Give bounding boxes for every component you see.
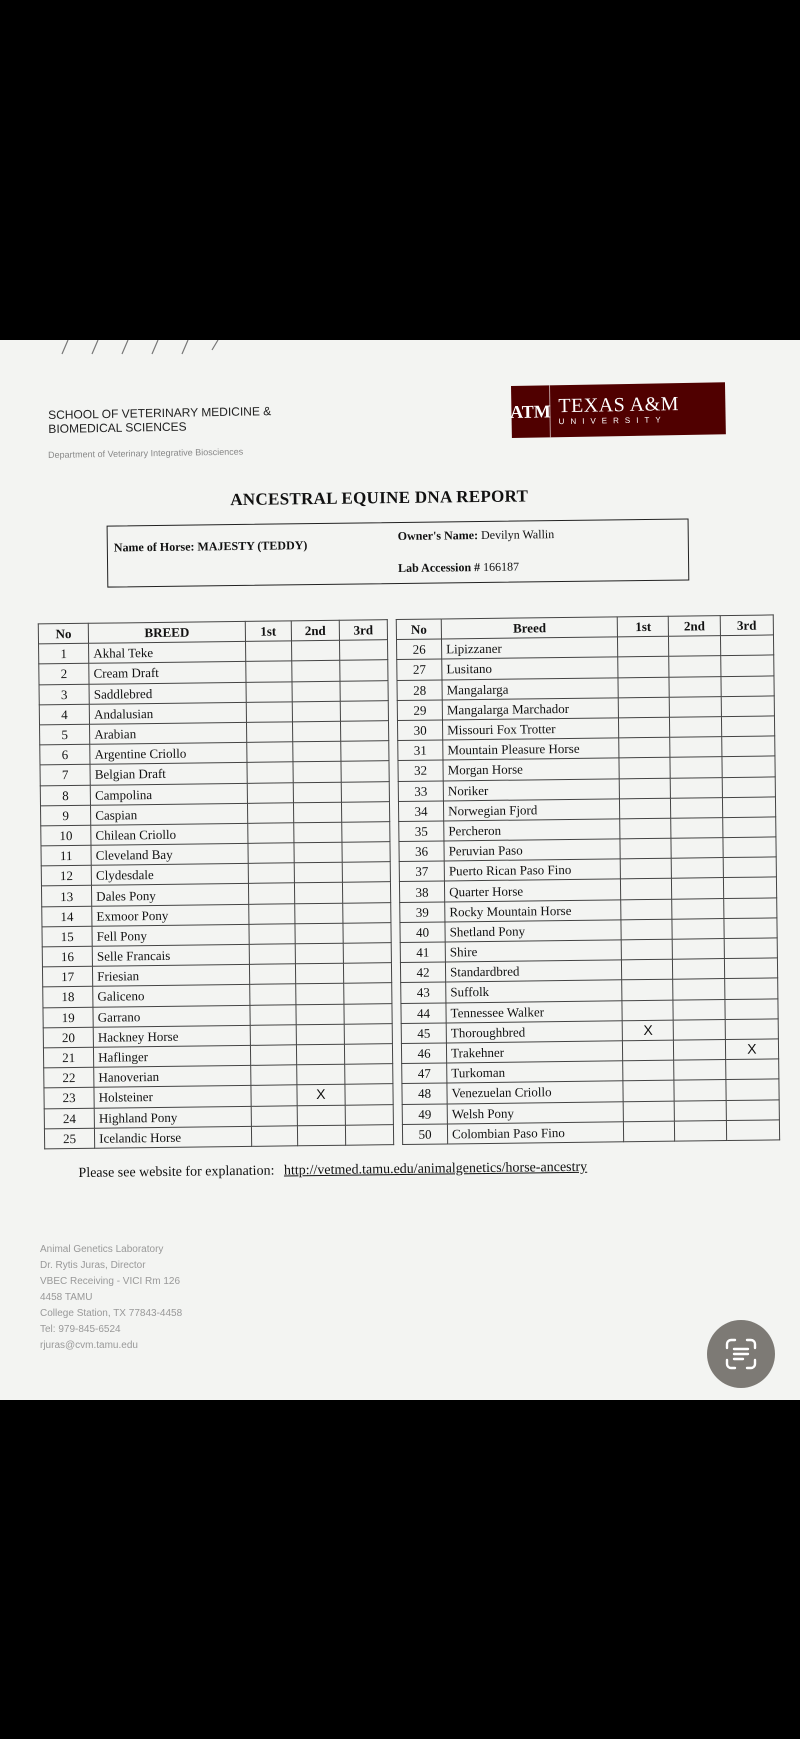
second-choice-mark xyxy=(671,777,722,798)
owner-value: Devilyn Wallin xyxy=(480,527,555,543)
third-choice-mark xyxy=(345,1084,393,1105)
second-choice-mark xyxy=(296,1004,344,1025)
breed-name: Clydesdale xyxy=(91,864,248,886)
col-header-breed: BREED xyxy=(88,621,245,643)
col-header-no: No xyxy=(396,619,441,640)
website-note-text: Please see website for explanation: xyxy=(78,1163,275,1181)
breed-number: 24 xyxy=(44,1108,94,1129)
breed-number: 38 xyxy=(399,881,444,902)
third-choice-mark xyxy=(725,1019,779,1040)
first-choice-mark xyxy=(622,959,673,980)
breed-name: Fell Pony xyxy=(92,924,249,946)
second-choice-mark xyxy=(672,918,723,939)
breed-name: Arabian xyxy=(90,722,247,744)
first-choice-mark xyxy=(247,742,293,763)
third-choice-mark xyxy=(725,1059,779,1080)
first-choice-mark xyxy=(621,899,672,920)
first-choice-mark xyxy=(620,818,671,839)
breed-table-left xyxy=(38,619,394,1149)
second-choice-mark xyxy=(291,640,339,661)
breed-name: Shire xyxy=(445,940,621,962)
col-header-1st: 1st xyxy=(617,616,668,637)
breed-number: 29 xyxy=(397,700,442,721)
breed-name: Caspian xyxy=(91,803,248,825)
breed-number: 49 xyxy=(402,1103,447,1124)
third-choice-mark xyxy=(721,696,775,717)
breed-name: Garrano xyxy=(93,1005,250,1027)
first-choice-mark xyxy=(621,919,672,940)
breed-name: Rocky Mountain Horse xyxy=(445,899,621,921)
third-choice-mark xyxy=(345,1064,393,1085)
col-header-2nd: 2nd xyxy=(669,616,720,637)
breed-number: 26 xyxy=(396,639,441,660)
third-choice-mark xyxy=(724,938,778,959)
second-choice-mark xyxy=(296,1024,344,1045)
first-choice-mark xyxy=(619,717,670,738)
first-choice-mark xyxy=(246,681,292,702)
first-choice-mark xyxy=(250,1045,296,1066)
breed-number: 30 xyxy=(397,720,442,741)
first-choice-mark xyxy=(624,1121,675,1142)
breed-number: 5 xyxy=(40,724,90,745)
table-row xyxy=(402,1120,779,1145)
breed-number: 6 xyxy=(40,744,90,765)
first-choice-mark xyxy=(249,903,295,924)
breed-number: 45 xyxy=(401,1023,446,1044)
third-choice-mark xyxy=(341,741,389,762)
breed-name: Venezuelan Criollo xyxy=(447,1081,623,1103)
third-choice-mark xyxy=(343,943,391,964)
third-choice-mark xyxy=(344,1044,392,1065)
first-choice-mark xyxy=(620,798,671,819)
address-line: VBEC Receiving - VICI Rm 126 xyxy=(40,1276,181,1287)
breed-name: Argentine Criollo xyxy=(90,743,247,765)
breed-name: Missouri Fox Trotter xyxy=(443,718,619,740)
first-choice-mark xyxy=(619,737,670,758)
horse-name-field xyxy=(114,538,308,555)
second-choice-mark xyxy=(293,782,341,803)
breed-name: Chilean Criollo xyxy=(91,823,248,845)
breed-number: 46 xyxy=(401,1043,446,1064)
first-choice-mark xyxy=(251,1125,297,1146)
first-choice-mark xyxy=(248,883,294,904)
text-scan-button[interactable] xyxy=(707,1320,775,1388)
third-choice-mark xyxy=(721,736,775,757)
third-choice-mark xyxy=(726,1099,780,1120)
breed-number: 28 xyxy=(397,680,442,701)
first-choice-mark xyxy=(248,823,294,844)
atm-mark-icon: ATM xyxy=(511,385,551,438)
breed-name: Exmoor Pony xyxy=(92,904,249,926)
third-choice-mark xyxy=(724,918,778,939)
breed-name: Mangalarga Marchador xyxy=(442,698,618,720)
third-choice-mark xyxy=(343,963,391,984)
third-choice-mark xyxy=(345,1124,393,1145)
third-choice-mark xyxy=(724,978,778,999)
second-choice-mark xyxy=(671,838,722,859)
breed-name: Thoroughbred xyxy=(446,1021,622,1043)
first-choice-mark xyxy=(619,778,670,799)
third-choice-mark xyxy=(721,716,775,737)
third-choice-mark xyxy=(343,902,391,923)
breed-number: 8 xyxy=(40,785,90,806)
second-choice-mark: X xyxy=(297,1085,345,1106)
third-choice-mark xyxy=(722,756,776,777)
breed-number: 17 xyxy=(42,966,92,987)
breed-number: 10 xyxy=(41,825,91,846)
second-choice-mark xyxy=(675,1120,726,1141)
address-line: 4458 TAMU xyxy=(40,1292,93,1303)
breed-name: Hanoverian xyxy=(94,1065,251,1087)
breed-number: 25 xyxy=(44,1128,94,1149)
third-choice-mark xyxy=(345,1104,393,1125)
breed-name: Suffolk xyxy=(446,980,622,1002)
first-choice-mark xyxy=(248,843,294,864)
school-line-1: SCHOOL OF VETERINARY MEDICINE & xyxy=(48,404,272,422)
first-choice-mark xyxy=(247,782,293,803)
breed-name: Colombian Paso Fino xyxy=(447,1121,623,1143)
breed-table-right xyxy=(396,614,780,1144)
breed-number: 32 xyxy=(398,760,443,781)
breed-number: 1 xyxy=(39,643,89,664)
third-choice-mark xyxy=(344,1003,392,1024)
breed-number: 37 xyxy=(399,861,444,882)
breed-name: Trakehner xyxy=(446,1041,622,1063)
breed-name: Highland Pony xyxy=(94,1106,251,1128)
breed-name: Holsteiner xyxy=(94,1086,251,1108)
third-choice-mark xyxy=(342,882,390,903)
ancestry-website-link[interactable]: http://vetmed.tamu.edu/animalgenetics/horse-ancestry xyxy=(283,1159,588,1179)
breed-name: Morgan Horse xyxy=(443,758,619,780)
second-choice-mark xyxy=(670,717,721,738)
second-choice-mark xyxy=(674,1019,725,1040)
third-choice-mark xyxy=(720,655,774,676)
breed-number: 42 xyxy=(400,962,445,983)
first-choice-mark xyxy=(249,944,295,965)
third-choice-mark xyxy=(341,781,389,802)
first-choice-mark xyxy=(623,1101,674,1122)
third-choice-mark xyxy=(725,998,779,1019)
breed-number: 14 xyxy=(42,906,92,927)
first-choice-mark xyxy=(250,1004,296,1025)
second-choice-mark xyxy=(294,883,342,904)
breed-number: 16 xyxy=(42,946,92,967)
owner-label: Owner's Name: xyxy=(397,528,479,544)
breed-number: 34 xyxy=(398,801,443,822)
horse-value: MAJESTY (TEDDY) xyxy=(197,538,308,554)
second-choice-mark xyxy=(671,797,722,818)
second-choice-mark xyxy=(292,681,340,702)
third-choice-mark xyxy=(340,680,388,701)
third-choice-mark xyxy=(344,983,392,1004)
first-choice-mark xyxy=(249,924,295,945)
second-choice-mark xyxy=(672,878,723,899)
breed-name: Belgian Draft xyxy=(90,763,247,785)
third-choice-mark xyxy=(342,822,390,843)
breed-number: 4 xyxy=(39,704,89,725)
second-choice-mark xyxy=(293,802,341,823)
first-choice-mark xyxy=(618,636,669,657)
first-choice-mark xyxy=(251,1105,297,1126)
breed-name: Cleveland Bay xyxy=(91,843,248,865)
first-choice-mark xyxy=(622,980,673,1001)
first-choice-mark: X xyxy=(622,1020,673,1041)
second-choice-mark xyxy=(674,1039,725,1060)
breed-name: Akhal Teke xyxy=(89,642,246,664)
first-choice-mark xyxy=(250,984,296,1005)
second-choice-mark xyxy=(669,656,720,677)
third-choice-mark xyxy=(340,660,388,681)
third-choice-mark xyxy=(722,776,776,797)
first-choice-mark xyxy=(618,657,669,678)
first-choice-mark xyxy=(249,964,295,985)
breed-number: 27 xyxy=(397,659,442,680)
first-choice-mark xyxy=(246,661,292,682)
horse-info-box xyxy=(107,518,690,587)
second-choice-mark xyxy=(296,984,344,1005)
second-choice-mark xyxy=(673,939,724,960)
third-choice-mark xyxy=(342,842,390,863)
third-choice-mark xyxy=(339,640,387,661)
breed-name: Lusitano xyxy=(442,657,618,679)
breed-name: Welsh Pony xyxy=(447,1101,623,1123)
breed-name: Puerto Rican Paso Fino xyxy=(444,859,620,881)
second-choice-mark xyxy=(670,696,721,717)
breed-number: 39 xyxy=(400,902,445,923)
second-choice-mark xyxy=(294,862,342,883)
first-choice-mark xyxy=(623,1080,674,1101)
third-choice-mark xyxy=(724,958,778,979)
report-title: ANCESTRAL EQUINE DNA REPORT xyxy=(230,486,529,510)
website-note xyxy=(78,1160,587,1182)
second-choice-mark xyxy=(674,1060,725,1081)
breed-name: Icelandic Horse xyxy=(95,1126,252,1148)
breed-number: 50 xyxy=(402,1124,447,1145)
third-choice-mark xyxy=(722,817,776,838)
breed-number: 35 xyxy=(399,821,444,842)
breed-number: 36 xyxy=(399,841,444,862)
col-header-no: No xyxy=(38,623,88,644)
breed-name: Standardbred xyxy=(446,960,622,982)
breed-number: 15 xyxy=(42,926,92,947)
third-choice-mark xyxy=(342,862,390,883)
breed-name: Mangalarga xyxy=(442,677,618,699)
breed-number: 20 xyxy=(43,1027,93,1048)
first-choice-mark xyxy=(619,758,670,779)
address-line: College Station, TX 77843-4458 xyxy=(40,1308,183,1319)
first-choice-mark xyxy=(247,803,293,824)
second-choice-mark xyxy=(297,1125,345,1146)
address-line: Tel: 979-845-6524 xyxy=(40,1324,121,1335)
lab-label: Lab Accession # xyxy=(398,560,481,576)
second-choice-mark xyxy=(295,963,343,984)
second-choice-mark xyxy=(292,701,340,722)
second-choice-mark xyxy=(295,943,343,964)
breed-name: Noriker xyxy=(443,778,619,800)
third-choice-mark xyxy=(341,761,389,782)
first-choice-mark xyxy=(251,1065,297,1086)
second-choice-mark xyxy=(297,1105,345,1126)
second-choice-mark xyxy=(294,842,342,863)
col-header-3rd: 3rd xyxy=(339,620,387,641)
breed-number: 9 xyxy=(40,805,90,826)
first-choice-mark xyxy=(623,1060,674,1081)
breed-name: Shetland Pony xyxy=(445,920,621,942)
breed-number: 41 xyxy=(400,942,445,963)
third-choice-mark xyxy=(340,700,388,721)
second-choice-mark xyxy=(293,741,341,762)
second-choice-mark xyxy=(669,676,720,697)
breed-name: Cream Draft xyxy=(89,662,246,684)
breed-name: Saddlebred xyxy=(89,682,246,704)
second-choice-mark xyxy=(672,858,723,879)
lab-accession-field xyxy=(398,560,519,576)
second-choice-mark xyxy=(674,1080,725,1101)
breed-name: Norwegian Fjord xyxy=(444,799,620,821)
lab-value: 166187 xyxy=(483,559,520,574)
first-choice-mark xyxy=(623,1040,674,1061)
address-line: Dr. Rytis Juras, Director xyxy=(40,1260,146,1271)
second-choice-mark xyxy=(672,898,723,919)
third-choice-mark: X xyxy=(725,1039,779,1060)
first-choice-mark xyxy=(621,879,672,900)
breed-name: Tennessee Walker xyxy=(446,1000,622,1022)
third-choice-mark xyxy=(720,635,774,656)
second-choice-mark xyxy=(296,1044,344,1065)
third-choice-mark xyxy=(723,857,777,878)
horse-label: Name of Horse: xyxy=(113,539,195,555)
first-choice-mark xyxy=(620,858,671,879)
first-choice-mark xyxy=(247,762,293,783)
owner-name-field xyxy=(398,527,555,544)
third-choice-mark xyxy=(340,721,388,742)
breed-number: 21 xyxy=(43,1047,93,1068)
third-choice-mark xyxy=(726,1079,780,1100)
third-choice-mark xyxy=(343,922,391,943)
second-choice-mark xyxy=(670,757,721,778)
second-choice-mark xyxy=(292,661,340,682)
third-choice-mark xyxy=(341,801,389,822)
breed-number: 40 xyxy=(400,922,445,943)
address-line: rjuras@cvm.tamu.edu xyxy=(40,1340,138,1351)
third-choice-mark xyxy=(726,1120,780,1141)
third-choice-mark xyxy=(722,797,776,818)
breed-number: 48 xyxy=(402,1083,447,1104)
breed-name: Galiceno xyxy=(93,985,250,1007)
breed-number: 18 xyxy=(43,987,93,1008)
breed-name: Andalusian xyxy=(89,702,246,724)
second-choice-mark xyxy=(294,822,342,843)
breed-number: 43 xyxy=(401,982,446,1003)
breed-number: 33 xyxy=(398,780,443,801)
breed-number: 11 xyxy=(41,845,91,866)
breed-number: 12 xyxy=(41,866,91,887)
second-choice-mark xyxy=(293,762,341,783)
first-choice-mark xyxy=(618,697,669,718)
second-choice-mark xyxy=(670,737,721,758)
department-name: Department of Veterinary Integrative Biosciences xyxy=(48,446,244,460)
col-header-3rd: 3rd xyxy=(720,615,774,636)
breed-name: Selle Francais xyxy=(92,944,249,966)
logo-name: TEXAS A&M xyxy=(558,393,680,418)
third-choice-mark xyxy=(344,1023,392,1044)
breed-name: Lipizzaner xyxy=(442,637,618,659)
breed-number: 23 xyxy=(44,1088,94,1109)
breed-name: Hackney Horse xyxy=(93,1025,250,1047)
second-choice-mark xyxy=(292,721,340,742)
col-header-breed: Breed xyxy=(441,617,617,639)
breed-name: Dales Pony xyxy=(92,884,249,906)
breed-name: Peruvian Paso xyxy=(444,839,620,861)
logo-subtitle: UNIVERSITY xyxy=(558,415,667,427)
first-choice-mark xyxy=(250,1025,296,1046)
breed-number: 2 xyxy=(39,664,89,685)
breed-number: 13 xyxy=(41,886,91,907)
breed-number: 7 xyxy=(40,765,90,786)
first-choice-mark xyxy=(622,1000,673,1021)
second-choice-mark xyxy=(669,636,720,657)
second-choice-mark xyxy=(295,903,343,924)
col-header-2nd: 2nd xyxy=(291,620,339,641)
breed-name: Percheron xyxy=(444,819,620,841)
second-choice-mark xyxy=(671,817,722,838)
first-choice-mark xyxy=(251,1085,297,1106)
first-choice-mark xyxy=(621,939,672,960)
table-row xyxy=(44,1124,393,1148)
lab-address xyxy=(40,1242,182,1354)
school-line-2: BIOMEDICAL SCIENCES xyxy=(48,419,187,436)
second-choice-mark xyxy=(675,1100,726,1121)
second-choice-mark xyxy=(295,923,343,944)
breed-name: Campolina xyxy=(90,783,247,805)
breed-name: Haflinger xyxy=(94,1045,251,1067)
second-choice-mark xyxy=(297,1064,345,1085)
breed-number: 44 xyxy=(401,1003,446,1024)
breed-number: 22 xyxy=(44,1067,94,1088)
first-choice-mark xyxy=(618,677,669,698)
first-choice-mark xyxy=(248,863,294,884)
third-choice-mark xyxy=(723,837,777,858)
second-choice-mark xyxy=(673,999,724,1020)
breed-number: 31 xyxy=(398,740,443,761)
first-choice-mark xyxy=(620,838,671,859)
report-paper xyxy=(0,340,800,1400)
address-line: Animal Genetics Laboratory xyxy=(40,1244,164,1255)
breed-number: 47 xyxy=(402,1063,447,1084)
breed-number: 19 xyxy=(43,1007,93,1028)
first-choice-mark xyxy=(246,722,292,743)
breed-number: 3 xyxy=(39,684,89,705)
third-choice-mark xyxy=(721,675,775,696)
third-choice-mark xyxy=(723,877,777,898)
breed-name: Turkoman xyxy=(447,1061,623,1083)
col-header-1st: 1st xyxy=(245,621,291,642)
first-choice-mark xyxy=(246,702,292,723)
breed-name: Friesian xyxy=(93,965,250,987)
second-choice-mark xyxy=(673,959,724,980)
third-choice-mark xyxy=(723,898,777,919)
second-choice-mark xyxy=(673,979,724,1000)
text-scan-icon xyxy=(723,1336,759,1372)
breed-name: Mountain Pleasure Horse xyxy=(443,738,619,760)
first-choice-mark xyxy=(245,641,291,662)
breed-name: Quarter Horse xyxy=(445,879,621,901)
